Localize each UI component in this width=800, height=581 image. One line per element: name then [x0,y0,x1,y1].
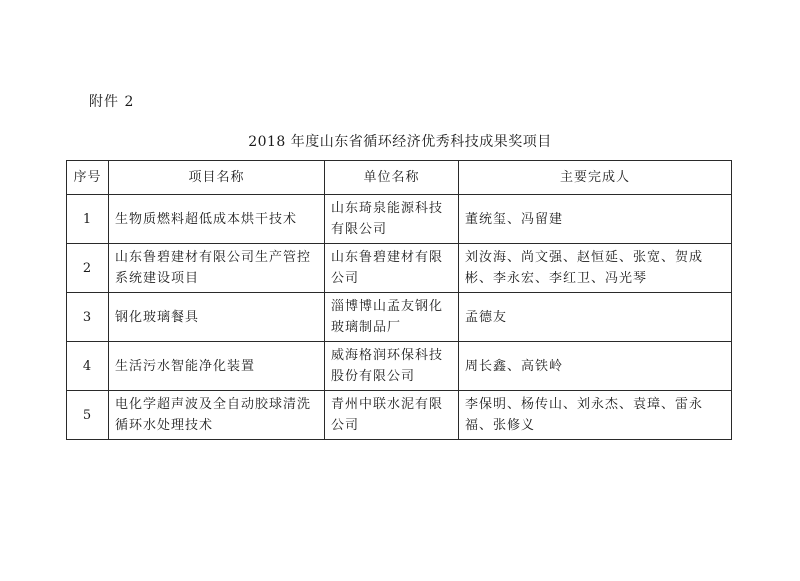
cell-serial-number: 4 [67,342,109,391]
awards-table [66,160,732,440]
cell-main-contributors: 孟德友 [459,293,732,342]
cell-project-name: 电化学超声波及全自动胶球清洗循环水处理技术 [109,391,325,440]
cell-unit-name: 山东琦泉能源科技有限公司 [325,195,459,244]
cell-main-contributors: 刘汝海、尚文强、赵恒延、张宽、贺成彬、李永宏、李红卫、冯光琴 [459,244,732,293]
cell-unit-name: 威海格润环保科技股份有限公司 [325,342,459,391]
cell-serial-number: 2 [67,244,109,293]
table-row [67,195,732,244]
header-project-name: 项目名称 [109,161,325,195]
header-unit-name: 单位名称 [325,161,459,195]
document-title: 2018 年度山东省循环经济优秀科技成果奖项目 [248,134,552,150]
table-row [67,244,732,293]
cell-serial-number: 1 [67,195,109,244]
cell-project-name: 生物质燃料超低成本烘干技术 [109,195,325,244]
table-row [67,342,732,391]
cell-main-contributors: 李保明、杨传山、刘永杰、袁璋、雷永福、张修义 [459,391,732,440]
table-row [67,293,732,342]
cell-serial-number: 5 [67,391,109,440]
cell-project-name: 钢化玻璃餐具 [109,293,325,342]
cell-unit-name: 青州中联水泥有限公司 [325,391,459,440]
annex-label: 附件 2 [89,94,135,110]
table-header-row [67,161,732,195]
cell-main-contributors: 周长鑫、高铁岭 [459,342,732,391]
cell-unit-name: 淄博博山孟友钢化玻璃制品厂 [325,293,459,342]
cell-unit-name: 山东鲁碧建材有限公司 [325,244,459,293]
cell-project-name: 生活污水智能净化装置 [109,342,325,391]
cell-project-name: 山东鲁碧建材有限公司生产管控系统建设项目 [109,244,325,293]
header-main-contributors: 主要完成人 [459,161,732,195]
header-serial-number: 序号 [67,161,109,195]
table-row [67,391,732,440]
cell-serial-number: 3 [67,293,109,342]
cell-main-contributors: 董统玺、冯留建 [459,195,732,244]
